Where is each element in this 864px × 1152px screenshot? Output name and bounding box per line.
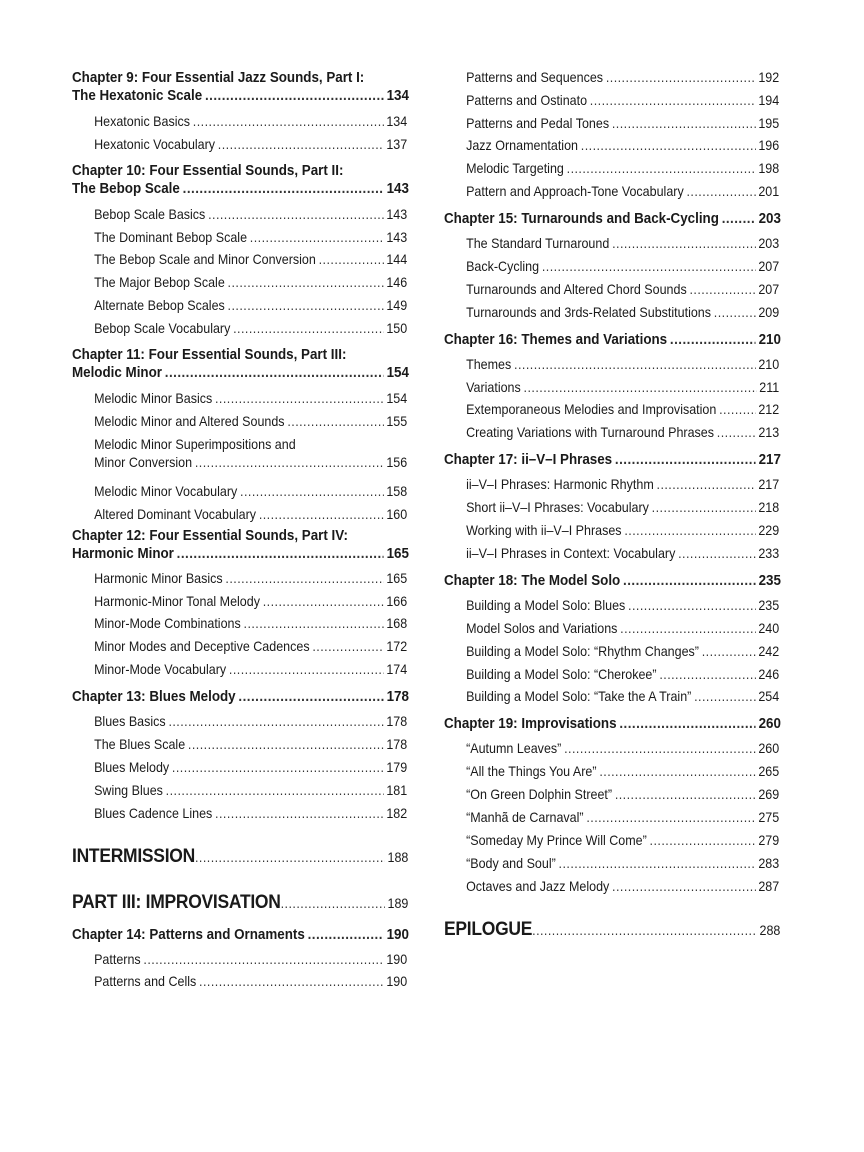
page-number: 143 — [386, 181, 409, 197]
toc-entry-title: Extemporaneous Melodies and Improvisation — [466, 402, 717, 417]
toc-entry-title: Blues Melody — [94, 760, 170, 775]
toc-entry-title: Minor-Mode Vocabulary — [94, 662, 227, 677]
toc-entry-title: ii–V–I Phrases: Harmonic Rhythm — [466, 477, 654, 492]
dot-leader — [312, 638, 383, 656]
dot-leader — [722, 210, 756, 228]
dot-leader — [215, 390, 384, 408]
dot-leader — [319, 251, 384, 269]
dot-leader — [165, 364, 384, 382]
dot-leader — [240, 483, 384, 501]
toc-entry-title: Chapter 13: Blues Melody — [72, 689, 236, 705]
toc-entry-turnarounds-and-altered-chord-sounds — [444, 281, 779, 299]
dot-leader — [652, 499, 756, 517]
toc-entry-title: Alternate Bebop Scales — [94, 298, 225, 313]
page-number: 190 — [386, 974, 408, 989]
toc-entry-title: Chapter 18: The Model Solo — [444, 573, 621, 589]
page-number: 174 — [386, 662, 408, 677]
toc-entry-body-and-soul — [444, 855, 779, 873]
toc-entry-bebop-scale-basics — [72, 206, 407, 224]
toc-entry-turnarounds-and-3rds-related-substitutio — [444, 304, 779, 322]
toc-entry-title: “Body and Soul” — [466, 856, 556, 871]
toc-entry-title: “All the Things You Are” — [466, 764, 597, 779]
toc-entry-autumn-leaves — [444, 740, 779, 758]
dot-leader — [238, 688, 383, 706]
toc-entry-chapter-13-blues-melody — [72, 688, 409, 706]
toc-entry-title: Patterns and Ostinato — [466, 93, 588, 108]
toc-entry-title: Patterns and Sequences — [466, 70, 604, 85]
toc-entry-harmonic-minor — [72, 527, 409, 563]
dot-leader — [599, 763, 755, 781]
toc-entry-swing-blues — [72, 782, 407, 800]
toc-entry-melodic-targeting — [444, 160, 779, 178]
dot-leader — [281, 893, 385, 915]
page-number: 196 — [758, 138, 780, 153]
toc-entry-blues-basics — [72, 713, 407, 731]
toc-entry-title: Chapter 19: Improvisations — [444, 716, 617, 732]
toc-entry-title: Swing Blues — [94, 783, 163, 798]
toc-entry-building-a-model-solo-cherokee — [444, 666, 779, 684]
toc-entry-title: Building a Model Solo: “Rhythm Changes” — [466, 644, 699, 659]
toc-entry-all-the-things-you-are — [444, 763, 779, 781]
page-number: 246 — [758, 667, 780, 682]
toc-entry-title: Patterns and Pedal Tones — [466, 116, 610, 131]
toc-entry-title: Chapter 17: ii–V–I Phrases — [444, 452, 613, 468]
dot-leader — [686, 183, 755, 201]
toc-entry-melodic-minor — [72, 346, 409, 382]
toc-entry-variations — [444, 379, 779, 397]
toc-entry-title: Minor-Mode Combinations — [94, 616, 241, 631]
page-number: 218 — [758, 500, 780, 515]
dot-leader — [532, 920, 757, 942]
dot-leader — [166, 782, 384, 800]
dot-leader — [670, 331, 756, 349]
toc-entry-title: PART III: IMPROVISATION — [72, 892, 281, 913]
dot-leader — [689, 281, 755, 299]
page-number: 178 — [386, 714, 408, 729]
dot-leader — [188, 736, 384, 754]
page-number: 190 — [386, 927, 409, 943]
toc-entry-title: The Major Bebop Scale — [94, 275, 225, 290]
page-number: 242 — [758, 644, 780, 659]
toc-entry-the-blues-scale — [72, 736, 407, 754]
toc-entry-patterns-and-pedal-tones — [444, 115, 779, 133]
toc-entry-title: Turnarounds and Altered Chord Sounds — [466, 282, 687, 297]
dot-leader — [244, 615, 384, 633]
toc-entry-on-green-dolphin-street — [444, 786, 779, 804]
toc-entry-title-line1: Chapter 12: Four Essential Sounds, Part IV: — [72, 528, 348, 544]
toc-entry-harmonic-minor-tonal-melody — [72, 593, 407, 611]
toc-entry-altered-dominant-vocabulary — [72, 506, 407, 524]
toc-entry-title: Turnarounds and 3rds-Related Substitutions — [466, 305, 712, 320]
page-number: 156 — [386, 455, 408, 470]
toc-entry-title: Chapter 16: Themes and Variations — [444, 332, 668, 348]
page-number: 217 — [758, 452, 781, 468]
page-number: 213 — [758, 425, 780, 440]
dot-leader — [620, 620, 755, 638]
page-number: 160 — [386, 507, 408, 522]
page-number: 154 — [386, 391, 408, 406]
dot-leader — [619, 715, 755, 733]
dot-leader — [678, 545, 755, 563]
toc-entry-title: Melodic Minor — [72, 365, 162, 381]
toc-entry-the-bebop-scale-and-minor-conversion — [72, 251, 407, 269]
page-number: 260 — [758, 716, 781, 732]
dot-leader — [205, 87, 384, 105]
toc-entry-ii-v-i-phrases-in-context-vocabulary — [444, 545, 779, 563]
toc-entry-alternate-bebop-scales — [72, 297, 407, 315]
toc-entry-title: Building a Model Solo: Blues — [466, 598, 626, 613]
toc-entry-title: “Someday My Prince Will Come” — [466, 833, 647, 848]
page-number: 240 — [758, 621, 780, 636]
dot-leader — [229, 661, 384, 679]
toc-entry-minor-modes-and-deceptive-cadences — [72, 638, 407, 656]
toc-entry-title: Building a Model Solo: “Take the A Train” — [466, 689, 692, 704]
page-number: 165 — [386, 571, 408, 586]
page-number: 209 — [758, 305, 780, 320]
dot-leader — [172, 759, 384, 777]
toc-entry-title: Chapter 15: Turnarounds and Back-Cycling — [444, 211, 719, 227]
toc-entry-title: Octaves and Jazz Melody — [466, 879, 610, 894]
page-number: 207 — [758, 282, 780, 297]
toc-entry-title: Pattern and Approach-Tone Vocabulary — [466, 184, 684, 199]
page-number: 235 — [758, 573, 781, 589]
page-number: 207 — [758, 259, 780, 274]
page-number: 279 — [758, 833, 780, 848]
toc-entry-title-line1: Melodic Minor Superimpositions and — [94, 437, 296, 452]
toc-entry-title: Bebop Scale Basics — [94, 207, 206, 222]
page-number: 143 — [386, 230, 408, 245]
toc-entry-extemporaneous-melodies-and-improvisatio — [444, 401, 779, 419]
toc-entry-title: Working with ii–V–I Phrases — [466, 523, 622, 538]
page-number: 211 — [759, 380, 780, 395]
dot-leader — [228, 274, 384, 292]
dot-leader — [287, 413, 383, 431]
page-number: 155 — [386, 414, 408, 429]
page-number: 179 — [386, 760, 408, 775]
page-number: 165 — [386, 546, 409, 562]
dot-leader — [233, 320, 383, 338]
toc-entry-chapter-14-patterns-and-ornaments — [72, 926, 409, 944]
page-number: 178 — [386, 737, 408, 752]
toc-entry-building-a-model-solo-rhythm-changes — [444, 643, 779, 661]
toc-entry-title: Building a Model Solo: “Cherokee” — [466, 667, 657, 682]
dot-leader — [612, 115, 756, 133]
toc-entry-title: Patterns — [94, 952, 141, 967]
dot-leader — [717, 424, 756, 442]
toc-entry-blues-cadence-lines — [72, 805, 407, 823]
toc-entry-title: EPILOGUE — [444, 919, 533, 940]
toc-entry-chapter-15-turnarounds-and-back-cycling — [444, 210, 781, 228]
dot-leader — [199, 973, 384, 991]
toc-entry-chapter-18-the-model-solo — [444, 572, 781, 590]
page-number: 166 — [386, 594, 408, 609]
dot-leader — [195, 454, 384, 472]
page-number: 210 — [758, 332, 781, 348]
page-number: 181 — [386, 783, 408, 798]
toc-entry-title: The Hexatonic Scale — [72, 88, 203, 104]
page-number: 149 — [386, 298, 408, 313]
toc-entry-title: Melodic Targeting — [466, 161, 564, 176]
toc-entry-working-with-ii-v-i-phrases — [444, 522, 779, 540]
dot-leader — [694, 688, 755, 706]
dot-leader — [193, 113, 384, 131]
page-number: 203 — [758, 236, 780, 251]
dot-leader — [581, 137, 756, 155]
toc-entry-title: “On Green Dolphin Street” — [466, 787, 613, 802]
toc-entry-patterns-and-sequences — [444, 69, 779, 87]
toc-entry-title-line1: Chapter 11: Four Essential Sounds, Part III: — [72, 347, 347, 363]
toc-entry-the-bebop-scale — [72, 162, 409, 198]
toc-entry-patterns-and-ostinato — [444, 92, 779, 110]
toc-entry-title-line1: Chapter 10: Four Essential Sounds, Part II: — [72, 163, 344, 179]
page-number: 188 — [387, 850, 409, 865]
page-number: 172 — [386, 639, 408, 654]
toc-entry-part-iii-improvisation — [72, 892, 408, 915]
dot-leader — [524, 379, 757, 397]
dot-leader — [250, 229, 384, 247]
dot-leader — [225, 570, 383, 588]
dot-leader — [615, 451, 756, 469]
toc-entry-building-a-model-solo-take-the-a-train — [444, 688, 779, 706]
toc-entry-jazz-ornamentation — [444, 137, 779, 155]
page-number: 233 — [758, 546, 780, 561]
toc-entry-bebop-scale-vocabulary — [72, 320, 407, 338]
toc-entry-minor-mode-combinations — [72, 615, 407, 633]
toc-entry-title: Creating Variations with Turnaround Phrases — [466, 425, 715, 440]
toc-entry-title: “Manhã de Carnaval” — [466, 810, 584, 825]
page-number: 189 — [387, 896, 409, 911]
toc-entry-title: Short ii–V–I Phrases: Vocabulary — [466, 500, 649, 515]
page-number: 178 — [386, 689, 409, 705]
page-number: 201 — [758, 184, 780, 199]
dot-leader — [195, 847, 385, 869]
dot-leader — [586, 809, 755, 827]
dot-leader — [177, 545, 384, 563]
page-number: 275 — [758, 810, 780, 825]
toc-entry-back-cycling — [444, 258, 779, 276]
dot-leader — [542, 258, 756, 276]
page-number: 137 — [386, 137, 408, 152]
page-number: 210 — [758, 357, 780, 372]
toc-entry-model-solos-and-variations — [444, 620, 779, 638]
page-number: 269 — [758, 787, 780, 802]
toc-entry-title: Hexatonic Vocabulary — [94, 137, 216, 152]
toc-entry-blues-melody — [72, 759, 407, 777]
toc-entry-pattern-and-approach-tone-vocabulary — [444, 183, 779, 201]
dot-leader — [624, 522, 755, 540]
toc-entry-title: Back-Cycling — [466, 259, 540, 274]
dot-leader — [564, 740, 756, 758]
toc-entry-title: “Autumn Leaves” — [466, 741, 562, 756]
toc-entry-the-hexatonic-scale — [72, 69, 409, 105]
toc-entry-title: Harmonic Minor Basics — [94, 571, 223, 586]
toc-entry-epilogue — [444, 919, 780, 942]
page-number: 182 — [386, 806, 408, 821]
page-number: 287 — [758, 879, 780, 894]
toc-entry-title: Melodic Minor and Altered Sounds — [94, 414, 285, 429]
page-number: 134 — [386, 114, 408, 129]
toc-entry-chapter-17-ii-v-i-phrases — [444, 451, 781, 469]
page-number: 192 — [758, 70, 780, 85]
toc-entry-chapter-19-improvisations — [444, 715, 781, 733]
page-number: 158 — [386, 484, 408, 499]
toc-entry-title: Harmonic Minor — [72, 546, 174, 562]
page-number: 194 — [758, 93, 780, 108]
toc-entry-title: Themes — [466, 357, 512, 372]
page-number: 288 — [759, 923, 781, 938]
page-number: 198 — [758, 161, 780, 176]
toc-entry-creating-variations-with-turnaround-phra — [444, 424, 779, 442]
toc-entry-minor-conversion — [72, 436, 407, 472]
toc-entry-title: Minor Conversion — [94, 455, 193, 470]
toc-entry-title: Blues Basics — [94, 714, 166, 729]
toc-entry-octaves-and-jazz-melody — [444, 878, 779, 896]
toc-entry-chapter-16-themes-and-variations — [444, 331, 781, 349]
dot-leader — [590, 92, 756, 110]
dot-leader — [559, 855, 756, 873]
toc-entry-title: Minor Modes and Deceptive Cadences — [94, 639, 310, 654]
dot-leader — [308, 926, 384, 944]
page-number: 260 — [758, 741, 780, 756]
page-number: 195 — [758, 116, 780, 131]
dot-leader — [567, 160, 756, 178]
toc-entry-title: Blues Cadence Lines — [94, 806, 213, 821]
toc-entry-title: Chapter 14: Patterns and Ornaments — [72, 927, 305, 943]
toc-entry-harmonic-minor-basics — [72, 570, 407, 588]
toc-entry-title: Variations — [466, 380, 521, 395]
dot-leader — [659, 666, 755, 684]
page-number: 154 — [386, 365, 409, 381]
toc-entry-themes — [444, 356, 779, 374]
toc-entry-patterns — [72, 951, 407, 969]
toc-entry-melodic-minor-basics — [72, 390, 407, 408]
page-number: 217 — [758, 477, 780, 492]
dot-leader — [259, 506, 384, 524]
toc-entry-title: The Dominant Bebop Scale — [94, 230, 248, 245]
dot-leader — [606, 69, 756, 87]
toc-entry-title: Bebop Scale Vocabulary — [94, 321, 231, 336]
dot-leader — [702, 643, 756, 661]
page-number: 212 — [758, 402, 780, 417]
dot-leader — [215, 805, 384, 823]
toc-entry-manh-de-carnaval — [444, 809, 779, 827]
toc-entry-title: Jazz Ornamentation — [466, 138, 579, 153]
dot-leader — [218, 136, 384, 154]
dot-leader — [612, 235, 756, 253]
page-number: 143 — [386, 207, 408, 222]
dot-leader — [263, 593, 384, 611]
dot-leader — [628, 597, 756, 615]
toc-entry-patterns-and-cells — [72, 973, 407, 991]
page-number: 144 — [386, 252, 408, 267]
toc-entry-title: The Bebop Scale and Minor Conversion — [94, 252, 316, 267]
toc-entry-intermission — [72, 846, 408, 869]
dot-leader — [657, 476, 756, 494]
toc-entry-ii-v-i-phrases-harmonic-rhythm — [444, 476, 779, 494]
dot-leader — [719, 401, 755, 419]
dot-leader — [650, 832, 756, 850]
dot-leader — [183, 180, 384, 198]
toc-entry-melodic-minor-vocabulary — [72, 483, 407, 501]
page-number: 265 — [758, 764, 780, 779]
toc-entry-title: The Standard Turnaround — [466, 236, 610, 251]
toc-entry-building-a-model-solo-blues — [444, 597, 779, 615]
toc-entry-the-major-bebop-scale — [72, 274, 407, 292]
dot-leader — [168, 713, 383, 731]
toc-entry-someday-my-prince-will-come — [444, 832, 779, 850]
dot-leader — [714, 304, 756, 322]
page-number: 203 — [758, 211, 781, 227]
toc-entry-title: INTERMISSION — [72, 846, 195, 867]
toc-entry-melodic-minor-and-altered-sounds — [72, 413, 407, 431]
page-number: 235 — [758, 598, 780, 613]
page-number: 254 — [758, 689, 780, 704]
dot-leader — [623, 572, 756, 590]
toc-entry-hexatonic-vocabulary — [72, 136, 407, 154]
page-number: 283 — [758, 856, 780, 871]
toc-entry-short-ii-v-i-phrases-vocabulary — [444, 499, 779, 517]
toc-entry-the-standard-turnaround — [444, 235, 779, 253]
page-number: 229 — [758, 523, 780, 538]
toc-entry-title: The Blues Scale — [94, 737, 186, 752]
toc-entry-minor-mode-vocabulary — [72, 661, 407, 679]
toc-entry-title: Melodic Minor Basics — [94, 391, 213, 406]
toc-entry-title: Harmonic-Minor Tonal Melody — [94, 594, 260, 609]
toc-entry-title: Melodic Minor Vocabulary — [94, 484, 238, 499]
toc-entry-hexatonic-basics — [72, 113, 407, 131]
toc-entry-title: The Bebop Scale — [72, 181, 180, 197]
toc-entry-title: Patterns and Cells — [94, 974, 197, 989]
page-number: 146 — [386, 275, 408, 290]
toc-entry-title-line1: Chapter 9: Four Essential Jazz Sounds, Part I: — [72, 70, 365, 86]
page-number: 134 — [386, 88, 409, 104]
dot-leader — [612, 878, 756, 896]
dot-leader — [615, 786, 756, 804]
dot-leader — [514, 356, 756, 374]
page-number: 150 — [386, 321, 408, 336]
toc-entry-title: Model Solos and Variations — [466, 621, 618, 636]
dot-leader — [143, 951, 383, 969]
toc-entry-the-dominant-bebop-scale — [72, 229, 407, 247]
toc-entry-title: ii–V–I Phrases in Context: Vocabulary — [466, 546, 676, 561]
dot-leader — [228, 297, 384, 315]
page-number: 190 — [386, 952, 408, 967]
toc-entry-title: Hexatonic Basics — [94, 114, 191, 129]
dot-leader — [208, 206, 384, 224]
toc-entry-title: Altered Dominant Vocabulary — [94, 507, 257, 522]
page-number: 168 — [386, 616, 408, 631]
